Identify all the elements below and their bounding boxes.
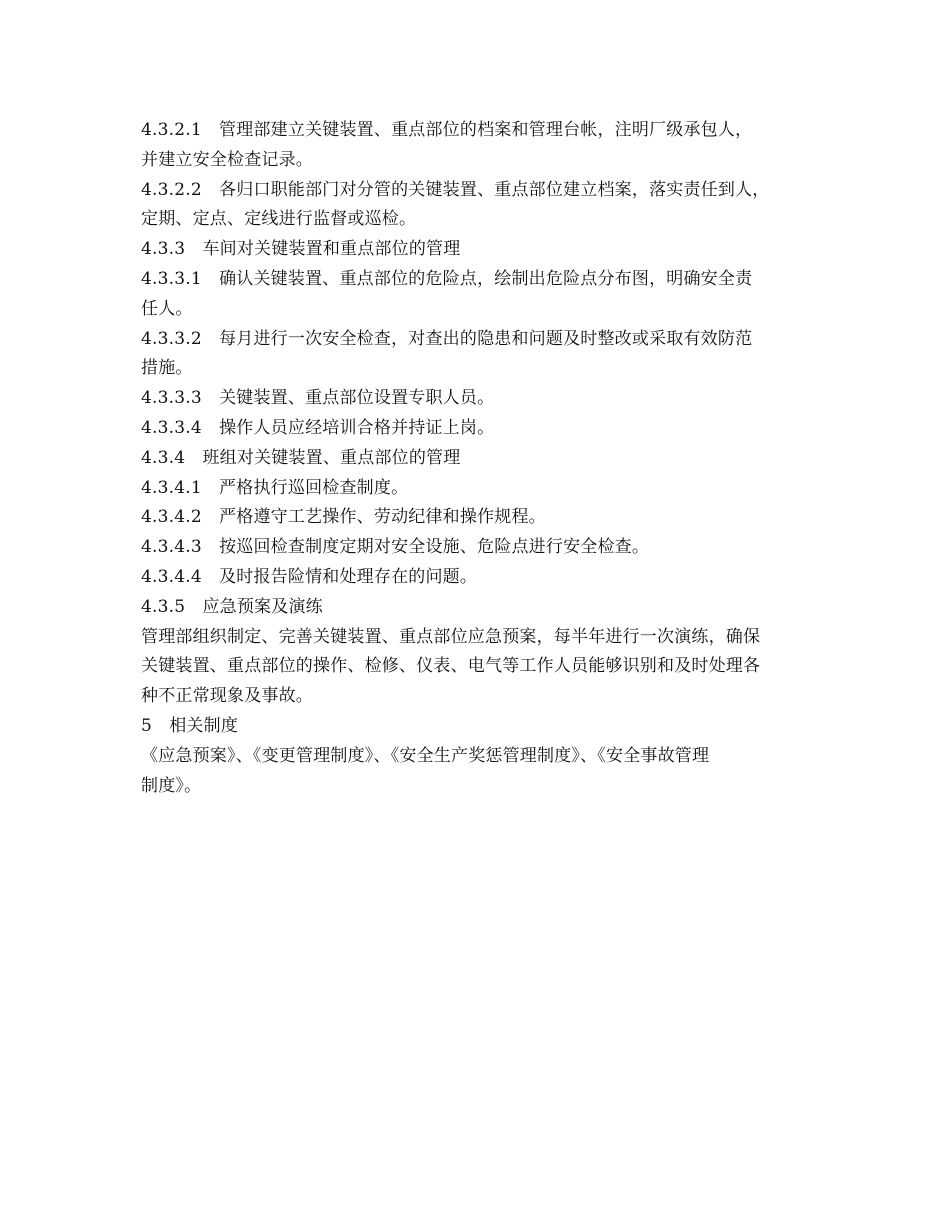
text-line: 《应急预案》、《变更管理制度》、《安全生产奖惩管理制度》、《安全事故管理 <box>141 745 710 766</box>
text-line: 4.3.3.4 操作人员应经培训合格并持证上岗。 <box>141 417 495 438</box>
text-line: 关键装置、重点部位的操作、检修、仪表、电气等工作人员能够识别和及时处理各 <box>141 656 761 677</box>
text-line: 4.3.4.3 按巡回检查制度定期对安全设施、危险点进行安全检查。 <box>141 537 650 558</box>
section-heading: 4.3.3 车间对关键装置和重点部位的管理 <box>141 239 461 260</box>
text-line: 4.3.3.2 每月进行一次安全检查，对查出的隐患和问题及时整改或采取有效防范 <box>141 328 753 349</box>
text-line: 并建立安全检查记录。 <box>141 149 313 170</box>
text-line: 任人。 <box>141 298 193 319</box>
text-line: 4.3.2.2 各归口职能部门对分管的关键装置、重点部位建立档案，落实责任到人， <box>141 179 770 200</box>
text-line: 措施。 <box>141 358 193 379</box>
text-line: 4.3.4.2 严格遵守工艺操作、劳动纪律和操作规程。 <box>141 507 546 528</box>
text-line: 4.3.3.1 确认关键装置、重点部位的危险点，绘制出危险点分布图，明确安全责 <box>141 268 753 289</box>
text-line: 定期、定点、定线进行监督或巡检。 <box>141 209 417 230</box>
text-line: 管理部组织制定、完善关键装置、重点部位应急预案，每半年进行一次演练，确保 <box>141 626 761 647</box>
text-line: 制度》。 <box>141 775 202 796</box>
text-line: 4.3.2.1 管理部建立关键装置、重点部位的档案和管理台帐，注明厂级承包人， <box>141 120 753 140</box>
text-line: 4.3.4.4 及时报告险情和处理存在的问题。 <box>141 566 478 587</box>
document-body <box>141 116 821 801</box>
section-heading: 5 相关制度 <box>141 715 239 736</box>
section-heading: 4.3.5 应急预案及演练 <box>141 596 323 617</box>
text-line: 4.3.3.3 关键装置、重点部位设置专职人员。 <box>141 388 495 409</box>
text-line: 4.3.4.1 严格执行巡回检查制度。 <box>141 477 409 498</box>
text-line: 种不正常现象及事故。 <box>141 686 313 707</box>
section-heading: 4.3.4 班组对关键装置、重点部位的管理 <box>141 447 461 468</box>
